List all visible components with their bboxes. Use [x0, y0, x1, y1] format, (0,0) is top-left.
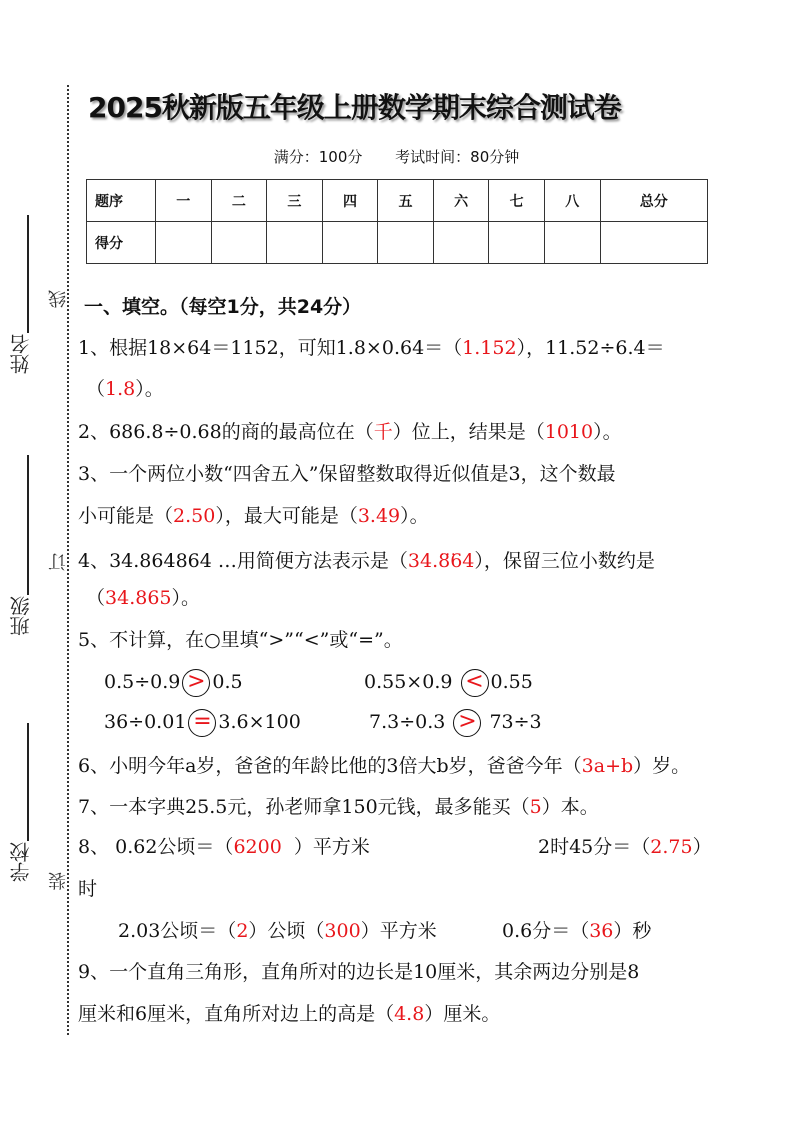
compare-circle[interactable]: > — [453, 709, 481, 737]
answer-repeating: ··· 864 — [438, 550, 474, 572]
question-4-line-1 — [78, 540, 655, 582]
compare-left: 36÷0.01 — [104, 711, 187, 733]
question-8-part-4 — [502, 910, 651, 952]
compare-circle[interactable]: > — [182, 669, 210, 697]
score-header-cell: 二 — [211, 180, 267, 222]
question-text: ）。 — [400, 505, 429, 527]
compare-item — [104, 661, 243, 703]
question-4-line-2 — [86, 577, 200, 619]
score-header-cell: 四 — [322, 180, 378, 222]
school-blank-line — [27, 723, 29, 841]
full-score: 满分：100分 — [273, 148, 363, 166]
question-1-line-2 — [86, 368, 164, 410]
compare-item — [364, 661, 533, 703]
question-1-line-1 — [78, 327, 665, 369]
question-text: 0.6分＝（ — [502, 920, 590, 942]
question-text: ），11.52÷6.4＝ — [516, 337, 665, 359]
school-label: 学校 — [9, 842, 33, 882]
answer: 1.152 — [462, 337, 517, 359]
question-text: 4、34.864864 …用简便方法表示是（ — [78, 550, 408, 572]
class-label: 班级 — [9, 596, 33, 636]
question-text: 小可能是（ — [78, 505, 174, 527]
score-header-cell: 三 — [267, 180, 323, 222]
bind-mark-line: 线 — [48, 290, 69, 308]
question-9-line-2 — [78, 993, 500, 1035]
score-cell[interactable] — [211, 222, 267, 264]
question-8-part-1 — [78, 826, 370, 868]
score-table — [86, 179, 708, 264]
class-blank-line — [27, 455, 29, 595]
question-text: ）。 — [135, 378, 164, 400]
question-text: ）公顷（ — [248, 920, 325, 942]
question-text: ）平方米 — [281, 836, 370, 858]
score-header-cell: 八 — [544, 180, 600, 222]
score-cell[interactable] — [156, 222, 212, 264]
question-2 — [78, 411, 622, 453]
score-cell[interactable] — [544, 222, 600, 264]
question-text: ） — [692, 836, 712, 858]
question-8-part-2 — [538, 826, 712, 868]
question-text: 8、 0.62公顷＝（ — [78, 836, 234, 858]
question-text: ）。 — [593, 421, 622, 443]
compare-right: 73÷3 — [489, 711, 542, 733]
question-text: 厘米和6厘米，直角所对边上的高是（ — [78, 1003, 395, 1025]
score-cell[interactable] — [489, 222, 545, 264]
compare-left: 0.55×0.9 — [364, 671, 453, 693]
page-title: 2025秋新版五年级上册数学期末综合测试卷 — [88, 91, 621, 124]
question-text: 2.03公顷＝（ — [118, 920, 237, 942]
score-header-cell: 五 — [378, 180, 434, 222]
question-7 — [78, 786, 599, 828]
question-8-part-3 — [118, 910, 437, 952]
score-cell[interactable] — [433, 222, 489, 264]
answer: 5 — [529, 796, 542, 818]
question-text: ），最大可能是（ — [215, 505, 358, 527]
compare-right: 0.5 — [212, 671, 243, 693]
answer: 300 — [324, 920, 361, 942]
answer: 4.8 — [394, 1003, 425, 1025]
bind-mark-ding: 订 — [48, 553, 69, 571]
answer: 1.8 — [105, 378, 136, 400]
question-text: ）本。 — [541, 796, 599, 818]
score-header-cell: 题序 — [87, 180, 156, 222]
score-header-cell: 一 — [156, 180, 212, 222]
score-cell[interactable] — [378, 222, 434, 264]
answer: 千 — [373, 421, 393, 443]
score-header-cell: 总分 — [600, 180, 708, 222]
exam-time: 考试时间：80分钟 — [395, 148, 520, 166]
question-6 — [78, 745, 690, 787]
compare-left: 0.5÷0.9 — [104, 671, 181, 693]
question-text: ）平方米 — [360, 920, 437, 942]
question-text: （ — [86, 587, 106, 609]
question-5-prompt: 5、不计算，在○里填“>”“<”或“=”。 — [78, 629, 403, 651]
score-header-cell: 七 — [489, 180, 545, 222]
score-table-header-row — [87, 180, 708, 222]
section-heading-fill-blank: 一、填空。（每空1分，共24分） — [84, 296, 362, 318]
compare-left: 7.3÷0.3 — [369, 711, 446, 733]
question-text: 1、根据18×64＝1152，可知1.8×0.64＝（ — [78, 337, 463, 359]
bind-mark-zhuang: 装 — [48, 872, 69, 890]
question-text: 2、686.8÷0.68的商的最高位在（ — [78, 421, 374, 443]
question-text: 7、一本字典25.5元，孙老师拿150元钱，最多能买（ — [78, 796, 530, 818]
score-row-label: 得分 — [87, 222, 156, 264]
answer: 6200 — [233, 836, 282, 858]
exam-info — [0, 146, 793, 167]
compare-right: 0.55 — [490, 671, 533, 693]
question-text: ）厘米。 — [424, 1003, 501, 1025]
question-3-line-2 — [78, 495, 429, 537]
answer: 2.50 — [173, 505, 216, 527]
compare-item — [369, 701, 542, 743]
score-header-cell: 六 — [433, 180, 489, 222]
score-cell[interactable] — [322, 222, 378, 264]
question-text: ）秒 — [613, 920, 652, 942]
answer: 34.865 — [105, 587, 172, 609]
question-text: （ — [86, 378, 106, 400]
score-cell[interactable] — [267, 222, 323, 264]
question-text: ）位上，结果是（ — [392, 421, 545, 443]
compare-circle[interactable]: < — [461, 669, 489, 697]
question-text: ）岁。 — [633, 755, 691, 777]
question-8-wrap: 时 — [78, 878, 98, 900]
answer: 36 — [589, 920, 614, 942]
question-text: ）。 — [171, 587, 201, 609]
score-table-score-row — [87, 222, 708, 264]
name-label: 姓名 — [9, 334, 33, 374]
answer: 3.49 — [357, 505, 401, 527]
answer: 2.75 — [650, 836, 693, 858]
answer-int: 34. — [407, 550, 439, 572]
score-cell[interactable] — [600, 222, 708, 264]
compare-item — [104, 701, 301, 743]
question-9-line-1: 9、一个直角三角形，直角所对的边长是10厘米，其余两边分别是8 — [78, 961, 640, 983]
question-3-line-1: 3、一个两位小数“四舍五入”保留整数取得近似值是3，这个数最 — [78, 463, 616, 485]
question-text: 6、小明今年a岁，爸爸的年龄比他的3倍大b岁，爸爸今年（ — [78, 755, 582, 777]
answer: 1010 — [544, 421, 594, 443]
name-blank-line — [27, 215, 29, 333]
question-text: ），保留三位小数约是 — [474, 550, 655, 572]
compare-circle[interactable]: = — [188, 709, 216, 737]
answer: 2 — [236, 920, 249, 942]
answer: 3a+b — [581, 755, 634, 777]
compare-right: 3.6×100 — [218, 711, 301, 733]
question-text: 2时45分＝（ — [538, 836, 651, 858]
